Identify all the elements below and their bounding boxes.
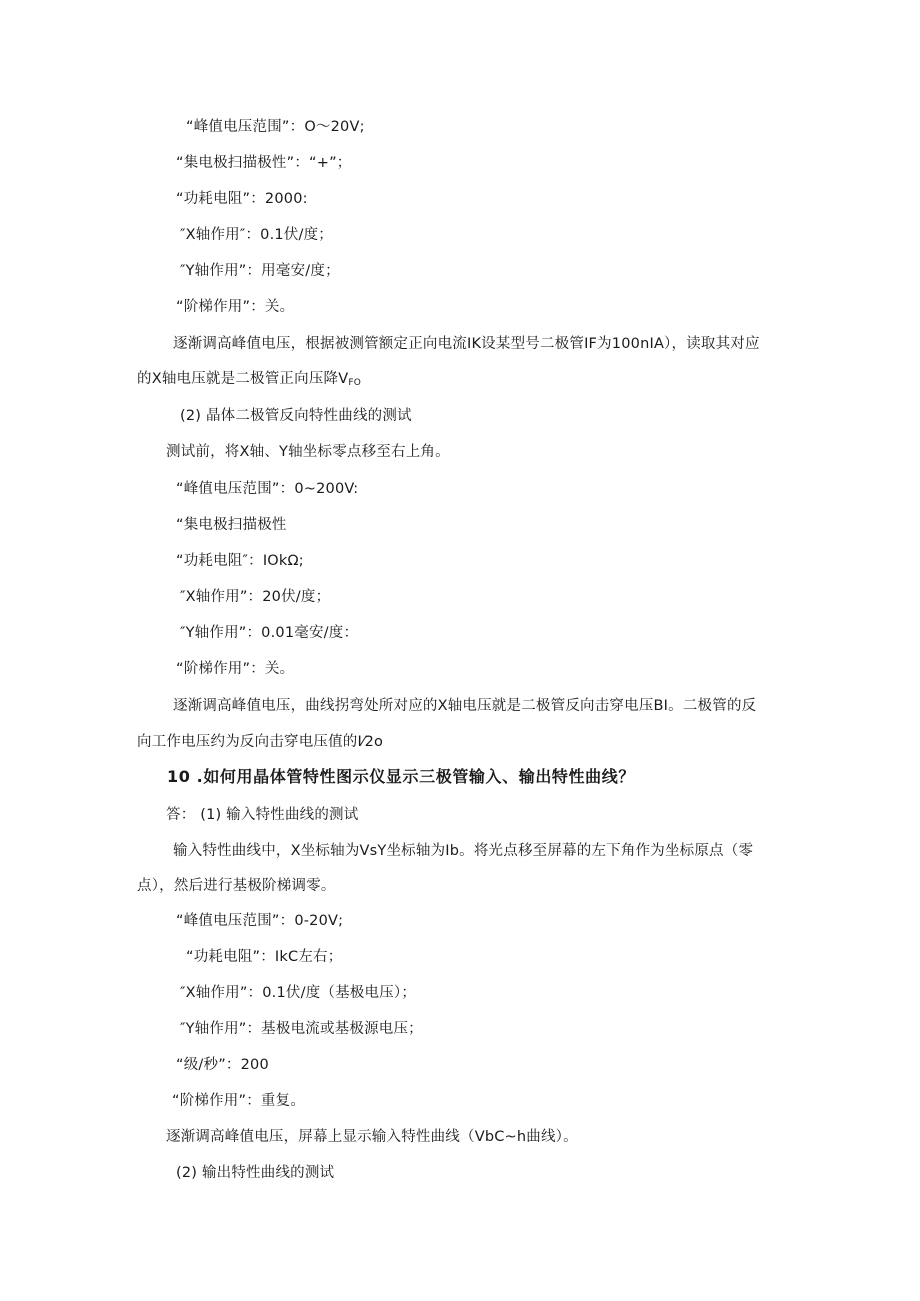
paragraph-reverse-line1: 逐渐调高峰值电压，曲线拐弯处所对应的X轴电压就是二极管反向击穿电压BI。二极管的反 [173,698,757,714]
paragraph-input-curve: 逐渐调高峰值电压，屏幕上显示输入特性曲线（VbC~h曲线）。 [166,1129,578,1145]
question-10-heading: 10 .如何用晶体管特性图示仪显示三极管输入、输出特性曲线？ [167,767,635,786]
paragraph-reverse-line2: 向工作电压约为反向击穿电压值的I⁄2o [137,734,384,750]
param-power-resistance-2: “功耗电阻″：IOkΩ; [176,553,304,569]
paragraph-forward-text: 的X轴电压就是二极管正向压降V [137,371,349,387]
paragraph-before-test: 测试前，将X轴、Y轴坐标零点移至右上角。 [166,444,450,460]
paragraph-input-line1: 输入特性曲线中，X坐标轴为VsY坐标轴为Ib。将光点移至屏幕的左下角作为坐标原点（零 [173,843,754,859]
param-x-axis: ″X轴作用″：0.1伏/度； [180,227,334,243]
section-output-title: (2) 输出特性曲线的测试 [176,1165,335,1181]
param-power-resistance-3: “功耗电阻”：IkC左右； [186,949,343,965]
param-collector-scan-polarity-2: “集电极扫描极性 [176,517,287,533]
param-y-axis-2: ″Y轴作用”：0.01毫安/度： [180,625,359,641]
paragraph-forward-line2 [137,369,361,393]
param-power-resistance: “功耗电阻”：2000: [176,191,308,207]
param-step-function-3: “阶梯作用”：重复。 [172,1093,306,1109]
param-peak-voltage-range-3: “峰值电压范围”：0-20V; [176,913,344,929]
param-steps-per-second: “级/秒”：200 [176,1057,269,1073]
param-x-axis-3: ″X轴作用”：0.1伏/度（基极电压）； [180,985,417,1001]
param-x-axis-2: ″X轴作用”：20伏/度； [180,589,331,605]
param-y-axis: ″Y轴作用”：用毫安/度； [180,263,340,279]
param-peak-voltage-range-2: “峰值电压范围”：0~200V: [176,481,359,497]
param-y-axis-3: ″Y轴作用”：基极电流或基极源电压； [180,1021,423,1037]
section-reverse-title: (2) 晶体二极管反向特性曲线的测试 [180,408,412,424]
vf-subscript: FO [348,378,362,388]
answer-input-title: 答： (1) 输入特性曲线的测试 [166,807,359,823]
paragraph-input-line2: 点），然后进行基极阶梯调零。 [137,878,336,894]
paragraph-forward-line1: 逐渐调高峰值电压，根据被测管额定正向电流IK设某型号二极管IF为100nIA），读取其对应 [173,336,760,352]
param-step-function-2: “阶梯作用”：关。 [176,661,295,677]
param-step-function: “阶梯作用”：关。 [176,299,295,315]
param-peak-voltage-range: “峰值电压范围”：O〜20V; [186,119,365,135]
param-collector-scan-polarity: “集电极扫描极性”：“+”； [176,155,352,171]
